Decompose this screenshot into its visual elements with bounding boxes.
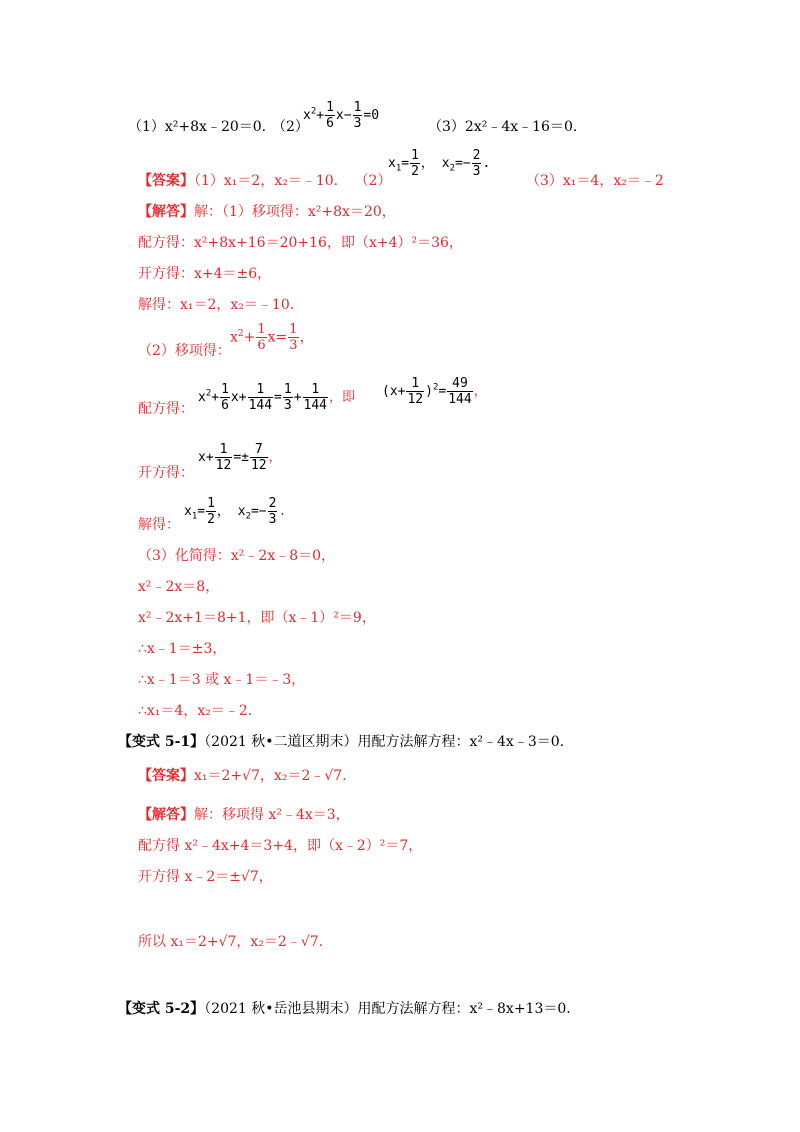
problem-2-equation: $x^2+$ $\frac{1}{6}$ x− $\frac{1}{3}$ =0 — [303, 100, 380, 131]
variant-5-2-tag: 【变式 5-2】 — [118, 1001, 205, 1017]
solution-line-7-label: 开方得： — [138, 465, 194, 481]
solution-line-8-equation: $x_1=$ $\frac{1}{2}$ ， $x_2=-$ $\frac{2}{3}$ . — [184, 496, 287, 527]
solution-line-9: （3）化简得：x²﹣2x﹣8＝0， — [138, 548, 336, 564]
problem-2-label: （2） — [272, 119, 309, 135]
problem-3: （3）2x²﹣4x﹣16＝0. — [428, 119, 578, 135]
solution-line-4: 解得：x₁＝2，x₂＝﹣10. — [138, 297, 295, 313]
variant-5-1-solution-4: 所以 x₁＝2+√7，x₂＝2﹣√7. — [138, 934, 324, 950]
solution-line-2: 配方得：x²+8x+16＝20+16，即（x+4）²＝36， — [138, 235, 463, 251]
solution-line-8-label: 解得： — [138, 517, 180, 533]
answer-line — [138, 172, 391, 190]
variant-5-1-solution-1: 【解答】解：移项得 x²﹣4x＝3， — [138, 807, 350, 823]
variant-5-1-tag: 【变式 5-1】 — [118, 734, 205, 750]
solution-tag: 【解答】 — [138, 204, 194, 220]
problem-1: （1）x²+8x﹣20＝0. — [128, 119, 267, 135]
answer-part1: （1）x₁＝2，x₂＝﹣10. — [194, 173, 339, 189]
variant-5-2-question: 【变式 5-2】（2021 秋•岳池县期末）用配方法解方程：x²﹣8x+13＝0. — [118, 1001, 571, 1017]
variant-5-1-answer: 【答案】x₁＝2+√7，x₂＝2﹣√7. — [138, 768, 347, 784]
variant-5-1-question: 【变式 5-1】（2021 秋•二道区期末）用配方法解方程：x²﹣4x﹣3＝0. — [118, 734, 565, 750]
variant-5-1-solution-3: 开方得 x﹣2＝±√7， — [138, 869, 273, 885]
solution-line-12: ∴x﹣1＝±3， — [138, 641, 227, 657]
answer-part2-equation: $x_1=$ $\frac{1}{2}$ ， $x_2=-$ $\frac{2}{3}$ . — [388, 148, 491, 179]
answer-tag: 【答案】 — [138, 173, 194, 189]
solution-line-3: 开方得：x+4＝±6， — [138, 266, 272, 282]
solution-line-13: ∴x﹣1＝3 或 x﹣1＝﹣3， — [138, 672, 306, 688]
solution-line-6-square: (x+ $\frac{1}{12}$ )$^2$= $\frac{49}{144}$ ， — [382, 376, 487, 407]
solution-line-7-equation: x+ $\frac{1}{12}$ =± $\frac{7}{12}$ ， — [198, 442, 282, 473]
solution-line-5-label: （2）移项得： — [138, 343, 231, 359]
solution-line-14: ∴x₁＝4，x₂＝﹣2. — [138, 703, 253, 719]
variant-5-1-answer-tag: 【答案】 — [138, 768, 194, 784]
variant-5-1-solution-2: 配方得 x²﹣4x+4＝3+4，即（x﹣2）²＝7， — [138, 838, 423, 854]
solution-line-6-equation: $x^2+$ $\frac{1}{6}$ x+ $\frac{1}{144}$ = $\frac{1}{3}$ + $\frac{1}{144}$ ，即 — [198, 382, 356, 413]
solution-line-6-label: 配方得： — [138, 401, 194, 417]
solution-line-10: x²﹣2x＝8， — [138, 579, 220, 595]
solution-line-1: 【解答】解：（1）移项得：x²+8x＝20， — [138, 204, 396, 220]
variant-5-1-solution-tag: 【解答】 — [138, 807, 194, 823]
solution-line-11: x²﹣2x+1＝8+1，即（x﹣1）²＝9， — [138, 610, 376, 626]
answer-part2-label: （2） — [354, 173, 392, 189]
answer-part3: （3）x₁＝4，x₂＝﹣2 — [526, 173, 664, 189]
solution-line-5-equation: $x^2+$ $\frac{1}{6}$ x= $\frac{1}{3}$ ， — [230, 322, 314, 353]
